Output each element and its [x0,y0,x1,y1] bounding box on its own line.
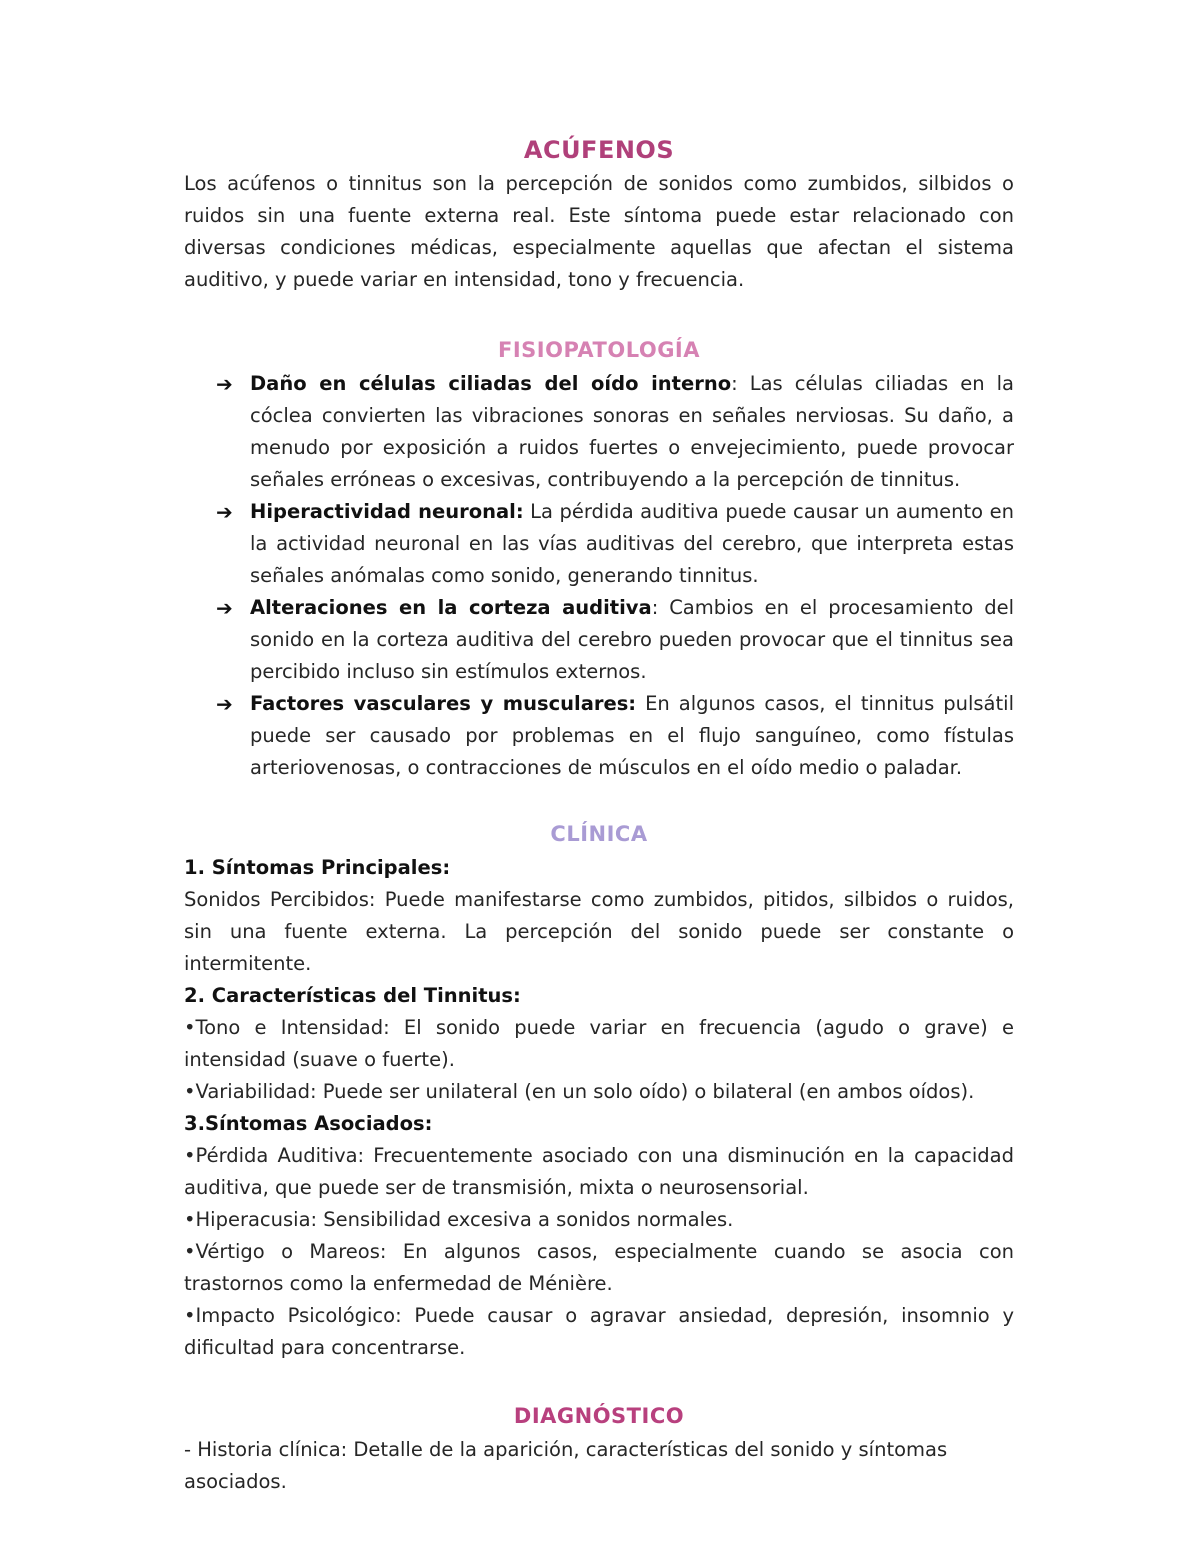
list-item [184,688,1014,784]
list-item-term: Hiperactividad neuronal: [250,500,524,523]
arrow-right-icon: ➔ [216,500,233,524]
subheading-sintomas-asociados: 3.Síntomas Asociados: [184,1112,433,1135]
list-item-text: : Las células ciliadas en la cóclea convierten las vibraciones sonoras en señales nerviosas. Su daño, a menudo por exposición a ruidos fuertes o envejecimiento, puede provocar señales erróneas o excesivas, contribuyendo a la percepción de tinnitus. [250,372,1014,491]
list-item-text: : Cambios en el procesamiento del sonido en la corteza auditiva del cerebro pueden provocar que el tinnitus sea percibido incluso sin estímulos externos. [250,596,1014,683]
list-item-term: Factores vasculares y musculares: [250,692,637,715]
section-heading-fisiopatologia: FISIOPATOLOGÍA [498,338,700,362]
document-title: ACÚFENOS [523,136,675,164]
arrow-right-icon: ➔ [216,596,233,620]
arrow-right-icon: ➔ [216,692,233,716]
diagnostico-item: - Historia clínica: Detalle de la aparición, características del sonido y síntomas asociados. [184,1438,948,1493]
list-item [184,592,1014,688]
arrow-right-icon: ➔ [216,372,233,396]
list-item-text: La pérdida auditiva puede causar un aumento en la actividad neuronal en las vías auditivas del cerebro, que interpreta estas señales anómalas como sonido, generando tinnitus. [250,500,1014,587]
clinica-item: •Pérdida Auditiva: Frecuentemente asociado con una disminución en la capacidad auditiva, que puede ser de transmisión, mixta o neurosensorial. [184,1144,1014,1199]
list-item [184,368,1014,496]
section-heading-clinica: CLÍNICA [550,822,648,846]
list-item-text: En algunos casos, el tinnitus pulsátil puede ser causado por problemas en el flujo sanguíneo, como fístulas arteriovenosas, o contracciones de músculos en el oído medio o paladar. [250,692,1014,779]
clinica-paragraph: Sonidos Percibidos: Puede manifestarse como zumbidos, pitidos, silbidos o ruidos, sin una fuente externa. La percepción del sonido puede ser constante o intermitente. [184,888,1014,975]
document-content [184,132,1014,1498]
list-item [184,496,1014,592]
list-item-term: Alteraciones en la corteza auditiva [250,596,652,619]
subheading-sintomas-principales: 1. Síntomas Principales: [184,856,451,879]
clinica-item: •Vértigo o Mareos: En algunos casos, especialmente cuando se asocia con trastornos como la enfermedad de Ménière. [184,1240,1014,1295]
fisiopatologia-list [184,368,1014,784]
clinica-item: •Impacto Psicológico: Puede causar o agravar ansiedad, depresión, insomnio y dificultad para concentrarse. [184,1304,1014,1359]
clinica-item: •Hiperacusia: Sensibilidad excesiva a sonidos normales. [184,1208,734,1231]
clinica-item: •Tono e Intensidad: El sonido puede variar en frecuencia (agudo o grave) e intensidad (suave o fuerte). [184,1016,1014,1071]
intro-paragraph: Los acúfenos o tinnitus son la percepción de sonidos como zumbidos, silbidos o ruidos sin una fuente externa real. Este síntoma puede estar relacionado con diversas condiciones médicas, especialmente aquellas que afectan el sistema auditivo, y puede variar en intensidad, tono y frecuencia. [184,172,1014,291]
list-item-term: Daño en células ciliadas del oído interno [250,372,732,395]
section-heading-diagnostico: DIAGNÓSTICO [513,1404,685,1428]
subheading-caracteristicas: 2. Características del Tinnitus: [184,984,521,1007]
clinica-item: •Variabilidad: Puede ser unilateral (en un solo oído) o bilateral (en ambos oídos). [184,1080,975,1103]
